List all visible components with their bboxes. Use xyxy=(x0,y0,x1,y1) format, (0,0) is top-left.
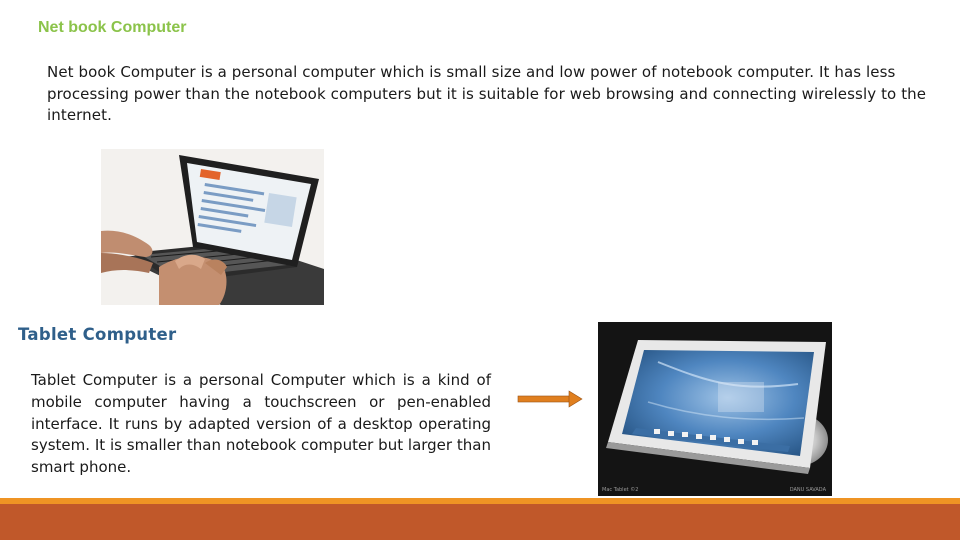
tablet-illustration xyxy=(598,322,832,496)
tablet-photo xyxy=(598,322,832,496)
netbook-photo xyxy=(101,149,324,305)
tablet-title: Tablet Computer xyxy=(18,325,177,344)
netbook-description: Net book Computer is a personal computer which is small size and low power of notebook computer. It has less processing power than the notebook computers but it is suitable for web browsing and connecting wirelessly to the internet. xyxy=(47,63,927,124)
netbook-illustration xyxy=(101,149,324,305)
tablet-photo-caption-left: Mac Tablet ©2 xyxy=(602,487,639,493)
footer-bar xyxy=(0,504,960,540)
right-arrow-icon xyxy=(517,390,583,408)
tablet-description: Tablet Computer is a personal Computer which is a kind of mobile computer having a touchscreen or pen-enabled interface. It runs by adapted version of a desktop operating system. It is smaller than notebook computer but larger than smart phone. xyxy=(31,371,491,477)
netbook-title: Net book Computer xyxy=(38,19,187,36)
tablet-photo-caption-right: DANU SAVADA xyxy=(789,487,826,493)
